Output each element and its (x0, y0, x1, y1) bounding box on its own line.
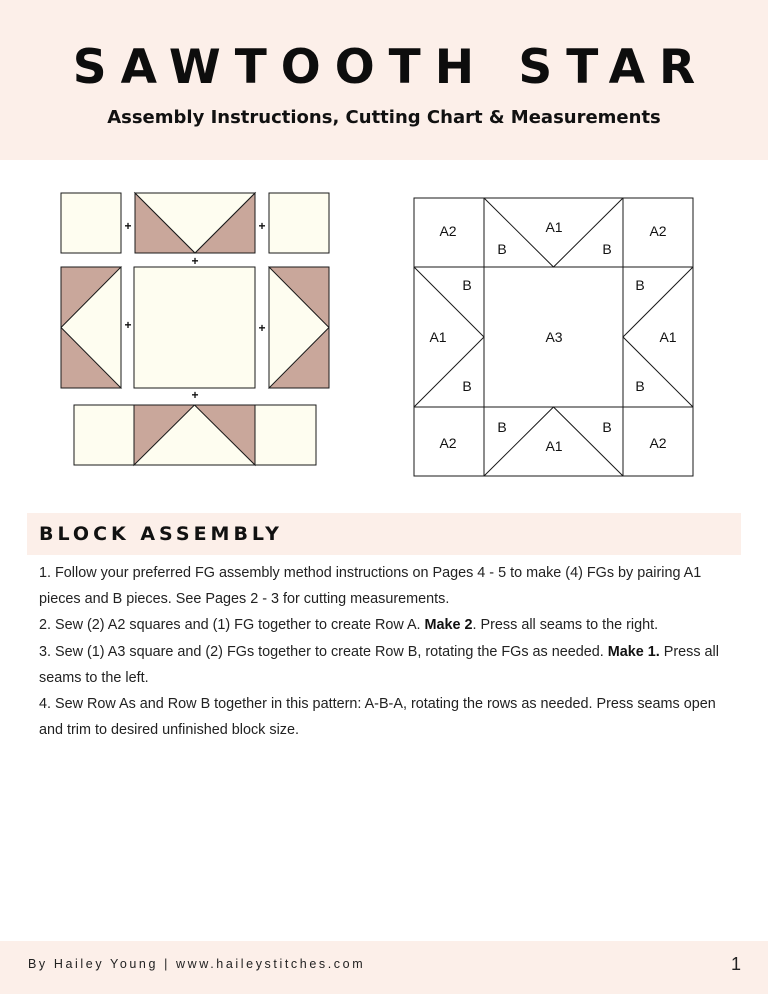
label-b: B (635, 378, 645, 394)
instruction-step (39, 639, 719, 691)
label-a1: A1 (429, 329, 447, 345)
instruction-step (39, 560, 719, 612)
plus-sign: + (191, 254, 199, 268)
step-text: . Press all seams to the right. (472, 617, 659, 634)
section-header (27, 513, 741, 555)
step-text: 4. Sew Row As and Row B together in this pattern: A-B-A, rotating the rows as needed. Press seams open and trim to desired unfinished block size. (39, 696, 716, 739)
label-b: B (635, 277, 645, 293)
exploded-assembly-diagram (50, 186, 330, 476)
label-b: B (462, 378, 472, 394)
label-a2: A2 (649, 223, 667, 239)
step-text: 2. Sew (2) A2 squares and (1) FG together to create Row A. (39, 617, 425, 634)
label-a3: A3 (545, 329, 563, 345)
plus-sign: + (258, 321, 266, 335)
page-title: SAWTOOTH STAR (72, 40, 710, 95)
header-banner (0, 0, 768, 160)
step-text: 1. Follow your preferred FG assembly method instructions on Pages 4 - 5 to make (4) FGs by pairing A1 pieces and B pieces. See Pages 2 - 3 for cutting measurements. (39, 565, 702, 608)
plus-sign: + (124, 318, 132, 332)
labeled-block-diagram (408, 192, 698, 482)
page-subtitle: Assembly Instructions, Cutting Chart & Measurements (107, 107, 661, 128)
a2-square-bottom-right (255, 405, 316, 465)
a2-square-top-right (269, 193, 329, 253)
flying-geese-right (269, 267, 329, 388)
a2-square-top-left (61, 193, 121, 253)
instruction-list (39, 560, 719, 743)
label-a1: A1 (545, 219, 563, 235)
step-emphasis: Make 2 (424, 617, 473, 634)
plus-sign: + (258, 219, 266, 233)
step-emphasis: Make 1. (607, 643, 660, 660)
label-a1: A1 (545, 438, 563, 454)
plus-sign: + (191, 388, 199, 402)
label-b: B (602, 419, 612, 435)
section-title: BLOCK ASSEMBLY (39, 523, 283, 545)
step-text: Press all seams to the left. (39, 643, 719, 686)
flying-geese-left (61, 267, 121, 388)
instruction-step (39, 612, 719, 638)
plus-sign: + (124, 219, 132, 233)
step-text: 3. Sew (1) A3 square and (2) FGs together to create Row B, rotating the FGs as needed. (39, 643, 608, 660)
label-b: B (497, 241, 507, 257)
flying-geese-top (135, 193, 255, 253)
a3-center-square (134, 267, 255, 388)
label-a1: A1 (659, 329, 677, 345)
a2-square-bottom-left (74, 405, 134, 465)
label-a2: A2 (649, 435, 667, 451)
footer-bar (0, 941, 768, 994)
footer-credit: By Hailey Young | www.haileystitches.com (28, 957, 366, 971)
page-number: 1 (730, 954, 741, 974)
flying-geese-bottom (134, 405, 255, 465)
label-b: B (462, 277, 472, 293)
label-a2: A2 (439, 223, 457, 239)
label-b: B (602, 241, 612, 257)
label-a2: A2 (439, 435, 457, 451)
label-b: B (497, 419, 507, 435)
instruction-step (39, 691, 719, 743)
